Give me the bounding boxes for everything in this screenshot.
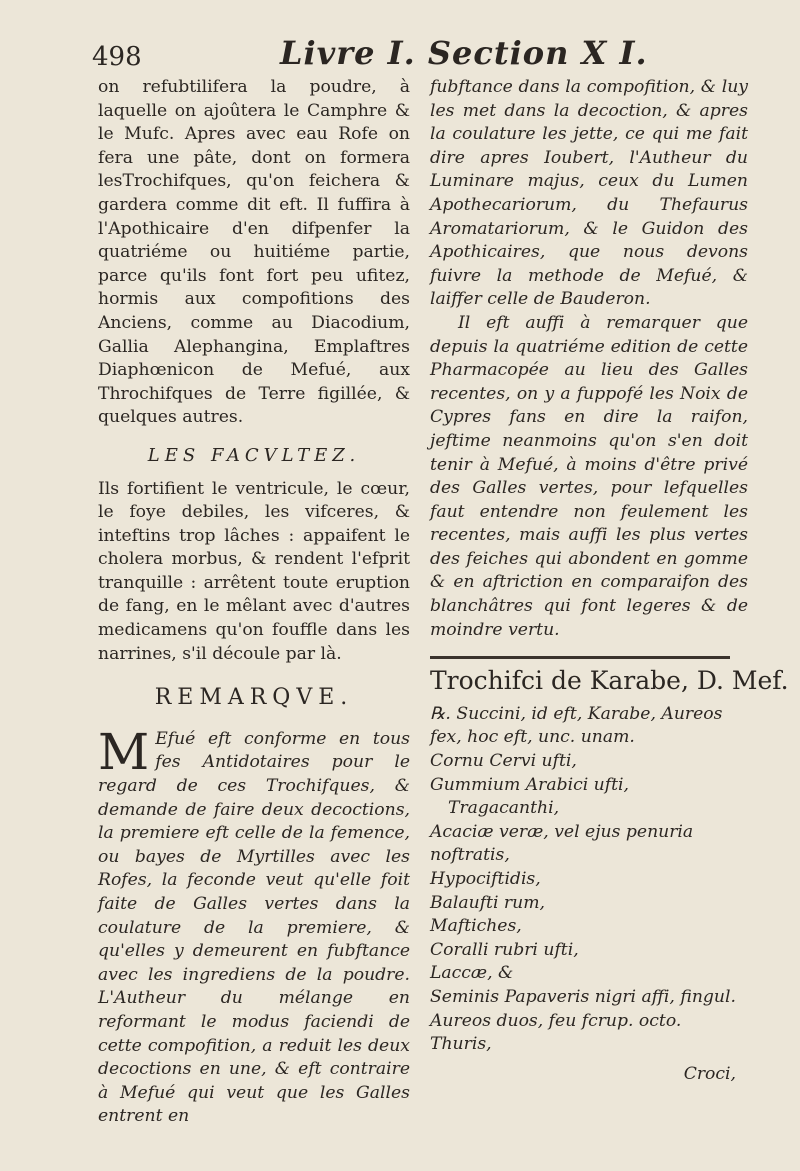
recipe-line: ℞. Succini, id eft, Karabe, Aureos fex, hoc eft, unc. unam. <box>430 703 723 748</box>
section-title-trochisci: Trochifci de Karabe, D. Mef. <box>430 666 789 696</box>
left-column <box>98 76 410 1129</box>
recipe-line: Gummium Arabici ufti, <box>430 774 629 795</box>
heading-remarque: REMARQVE. <box>154 685 354 711</box>
remarque-paragraph <box>98 722 410 1129</box>
right-paragraph-2: Il eft auffi à remarquer que depuis la quatriéme edition de cette Pharmacopée au lieu des Galles recentes, on y a fuppofé les Noix de Cypres fans en dire la raifon, jeftime neanmoins qu'on s'en doit tenir à Mefué, à moins d'être privé des Galles vertes, pour lefquelles faut entendre non feulement les recentes, mais auffi les plus vertes des feiches qui abondent en gomme & en aftriction en comparaifon des blanchâtres qui font legeres & de moindre vertu. <box>430 312 748 640</box>
recipe-line: Seminis Papaveris nigri affi, fingul. <box>430 986 736 1007</box>
catchword: Croci, <box>683 1063 736 1084</box>
section-rule <box>430 656 730 659</box>
recipe-line: Balaufti rum, <box>430 892 545 913</box>
page-number: 498 <box>92 42 142 72</box>
recipe-line: Tragacanthi, <box>448 798 560 819</box>
recipe-line: Thuris, <box>430 1034 492 1055</box>
running-head: Livre I. Section X I. <box>280 34 648 72</box>
recipe-list <box>430 703 748 1057</box>
recipe-line: Maftiches, <box>430 916 522 937</box>
remarque-text: Efué eft conforme en tous fes Antidotaires pour le regard de ces Trochifques, & demande de faire deux decoctions, la premiere eft celle de la femence, ou bayes de Myrtilles avec les Rofes, la feconde veut qu'elle foit faite de Galles vertes dans la coulature de la premiere, & qu'elles y demeurent en fubftance avec les ingrediens de la poudre. L'Autheur du mélange en reformant le modus faciendi de cette compofition, a reduit les deux decoctions en une, & eft contraire à Mefué qui veut que les Galles entrent en <box>98 728 410 1127</box>
recipe-line: Aureos duos, feu fcrup. octo. <box>430 1010 682 1031</box>
drop-cap: M <box>98 722 150 781</box>
left-paragraph-1: on refubtilifera la poudre, à laquelle on ajoûtera le Camphre & le Mufc. Apres avec eau Rofe on fera une pâte, dont on formera lesTrochifques, qu'on feichera & gardera comme dit eft. Il fuffira à l'Apothicaire d'en difpenfer la quatriéme ou huitiéme partie, parce qu'ils font fort peu ufitez, hormis aux compofitions des Anciens, comme au Diacodium, Gallia Alephangina, Emplaftres Diaphœnicon de Mefué, aux Throchifques de Terre figillée, & quelques autres. <box>98 77 410 428</box>
heading-facultez: LES FACVLTEZ. <box>147 444 361 466</box>
recipe-line: Coralli rubri ufti, <box>430 939 579 960</box>
recipe-line: Acaciæ veræ, vel ejus penuria noftratis, <box>430 821 694 866</box>
recipe-line: Laccæ, & <box>430 963 514 984</box>
recipe-line: Hypociftidis, <box>430 869 541 889</box>
right-paragraph-1: fubftance dans la compofition, & luy les met dans la decoction, & apres la coulature les jette, ce qui me fait dire apres Ioubert, l'Autheur du Luminare majus, ceux du Lumen Apothecariorum, du Thefaurus Aromatariorum, & le Guidon des Apothicaires, que nous devons fuivre la methode de Mefué, & laiffer celle de Bauderon. <box>430 77 748 310</box>
left-paragraph-2: Ils fortifient le ventricule, le cœur, le foye debiles, les vifceres, & inteftins trop lâches : appaifent le cholera morbus, & rendent l'efprit tranquille : arrêtent toute eruption de fang, en le mêlant avec d'autres medicamens qu'on fouffle dans les narrines, s'il découle par là. <box>98 478 410 664</box>
recipe-line: Cornu Cervi ufti, <box>430 751 577 772</box>
right-column <box>430 76 789 1086</box>
